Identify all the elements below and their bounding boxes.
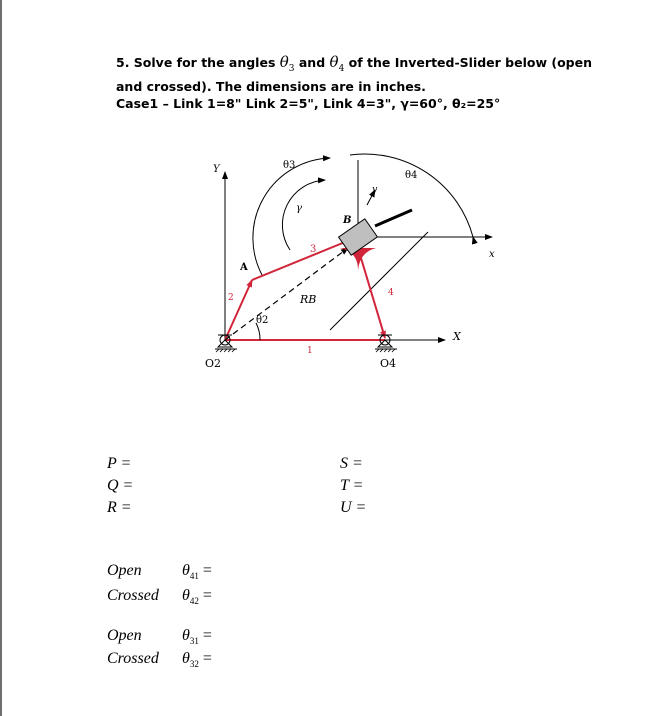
problem-line-1 [116,53,593,78]
theta3-symbol: $\theta_3$ [279,53,295,74]
link-2 [225,280,252,340]
gamma-arc [282,180,325,250]
label-y-local: y [372,185,378,195]
link-3 [252,240,350,280]
u-equation: U = [340,499,367,516]
s-equation: S = [340,455,363,472]
link-4 [358,248,385,338]
label-theta4: θ4 [405,170,418,181]
crossed-label-1: Crossed [107,587,159,604]
pivot-o4 [375,335,397,352]
problem-and: and [298,55,326,70]
problem-statement [116,53,593,112]
page-left-border [0,0,2,716]
label-x-local: x [489,249,495,260]
label-x-axis: X [453,330,461,343]
open-label-2: Open [107,627,142,644]
problem-intro: 5. Solve for the angles [116,55,276,70]
theta41-equation: $\theta_{41}$ = [182,562,212,582]
label-link4: 4 [388,288,394,298]
label-link3: 3 [310,244,317,255]
label-gamma: γ [296,203,302,214]
inverted-slider-diagram [180,140,510,390]
label-theta3: θ3 [283,160,296,171]
label-point-a: A [240,262,248,273]
p-equation: P = [107,455,132,472]
theta4-symbol: $\theta_4$ [329,53,345,74]
r-equation: R = [107,499,132,516]
label-link2: 2 [228,293,234,303]
theta42-equation: $\theta_{42}$ = [182,587,212,607]
label-rb: RB [300,293,317,306]
slider-pivot-fillet [340,248,376,270]
label-link1: 1 [307,346,313,356]
slider-rod [375,210,412,226]
label-point-b: B [343,215,352,226]
theta4-subscript: 4 [338,64,345,74]
problem-line-2: and crossed). The dimensions are in inches. [116,79,426,94]
crossed-label-2: Crossed [107,650,159,667]
label-o2: O2 [205,357,222,370]
q-equation: Q = [107,477,134,494]
t-equation: T = [340,477,364,494]
problem-rest: of the Inverted-Slider below (open [348,55,593,70]
open-label-1: Open [107,562,142,579]
theta31-equation: $\theta_{31}$ = [182,627,212,647]
theta3-subscript: 3 [288,64,295,74]
theta3-arc [253,158,330,275]
problem-line-3: Case1 – Link 1=8" Link 2=5", Link 4=3", γ=60°, θ₂=25° [116,96,501,111]
theta32-equation: $\theta_{32}$ = [182,650,212,670]
label-theta2: θ2 [256,315,269,326]
label-y-axis: Y [213,164,220,175]
label-o4: O4 [380,357,397,370]
